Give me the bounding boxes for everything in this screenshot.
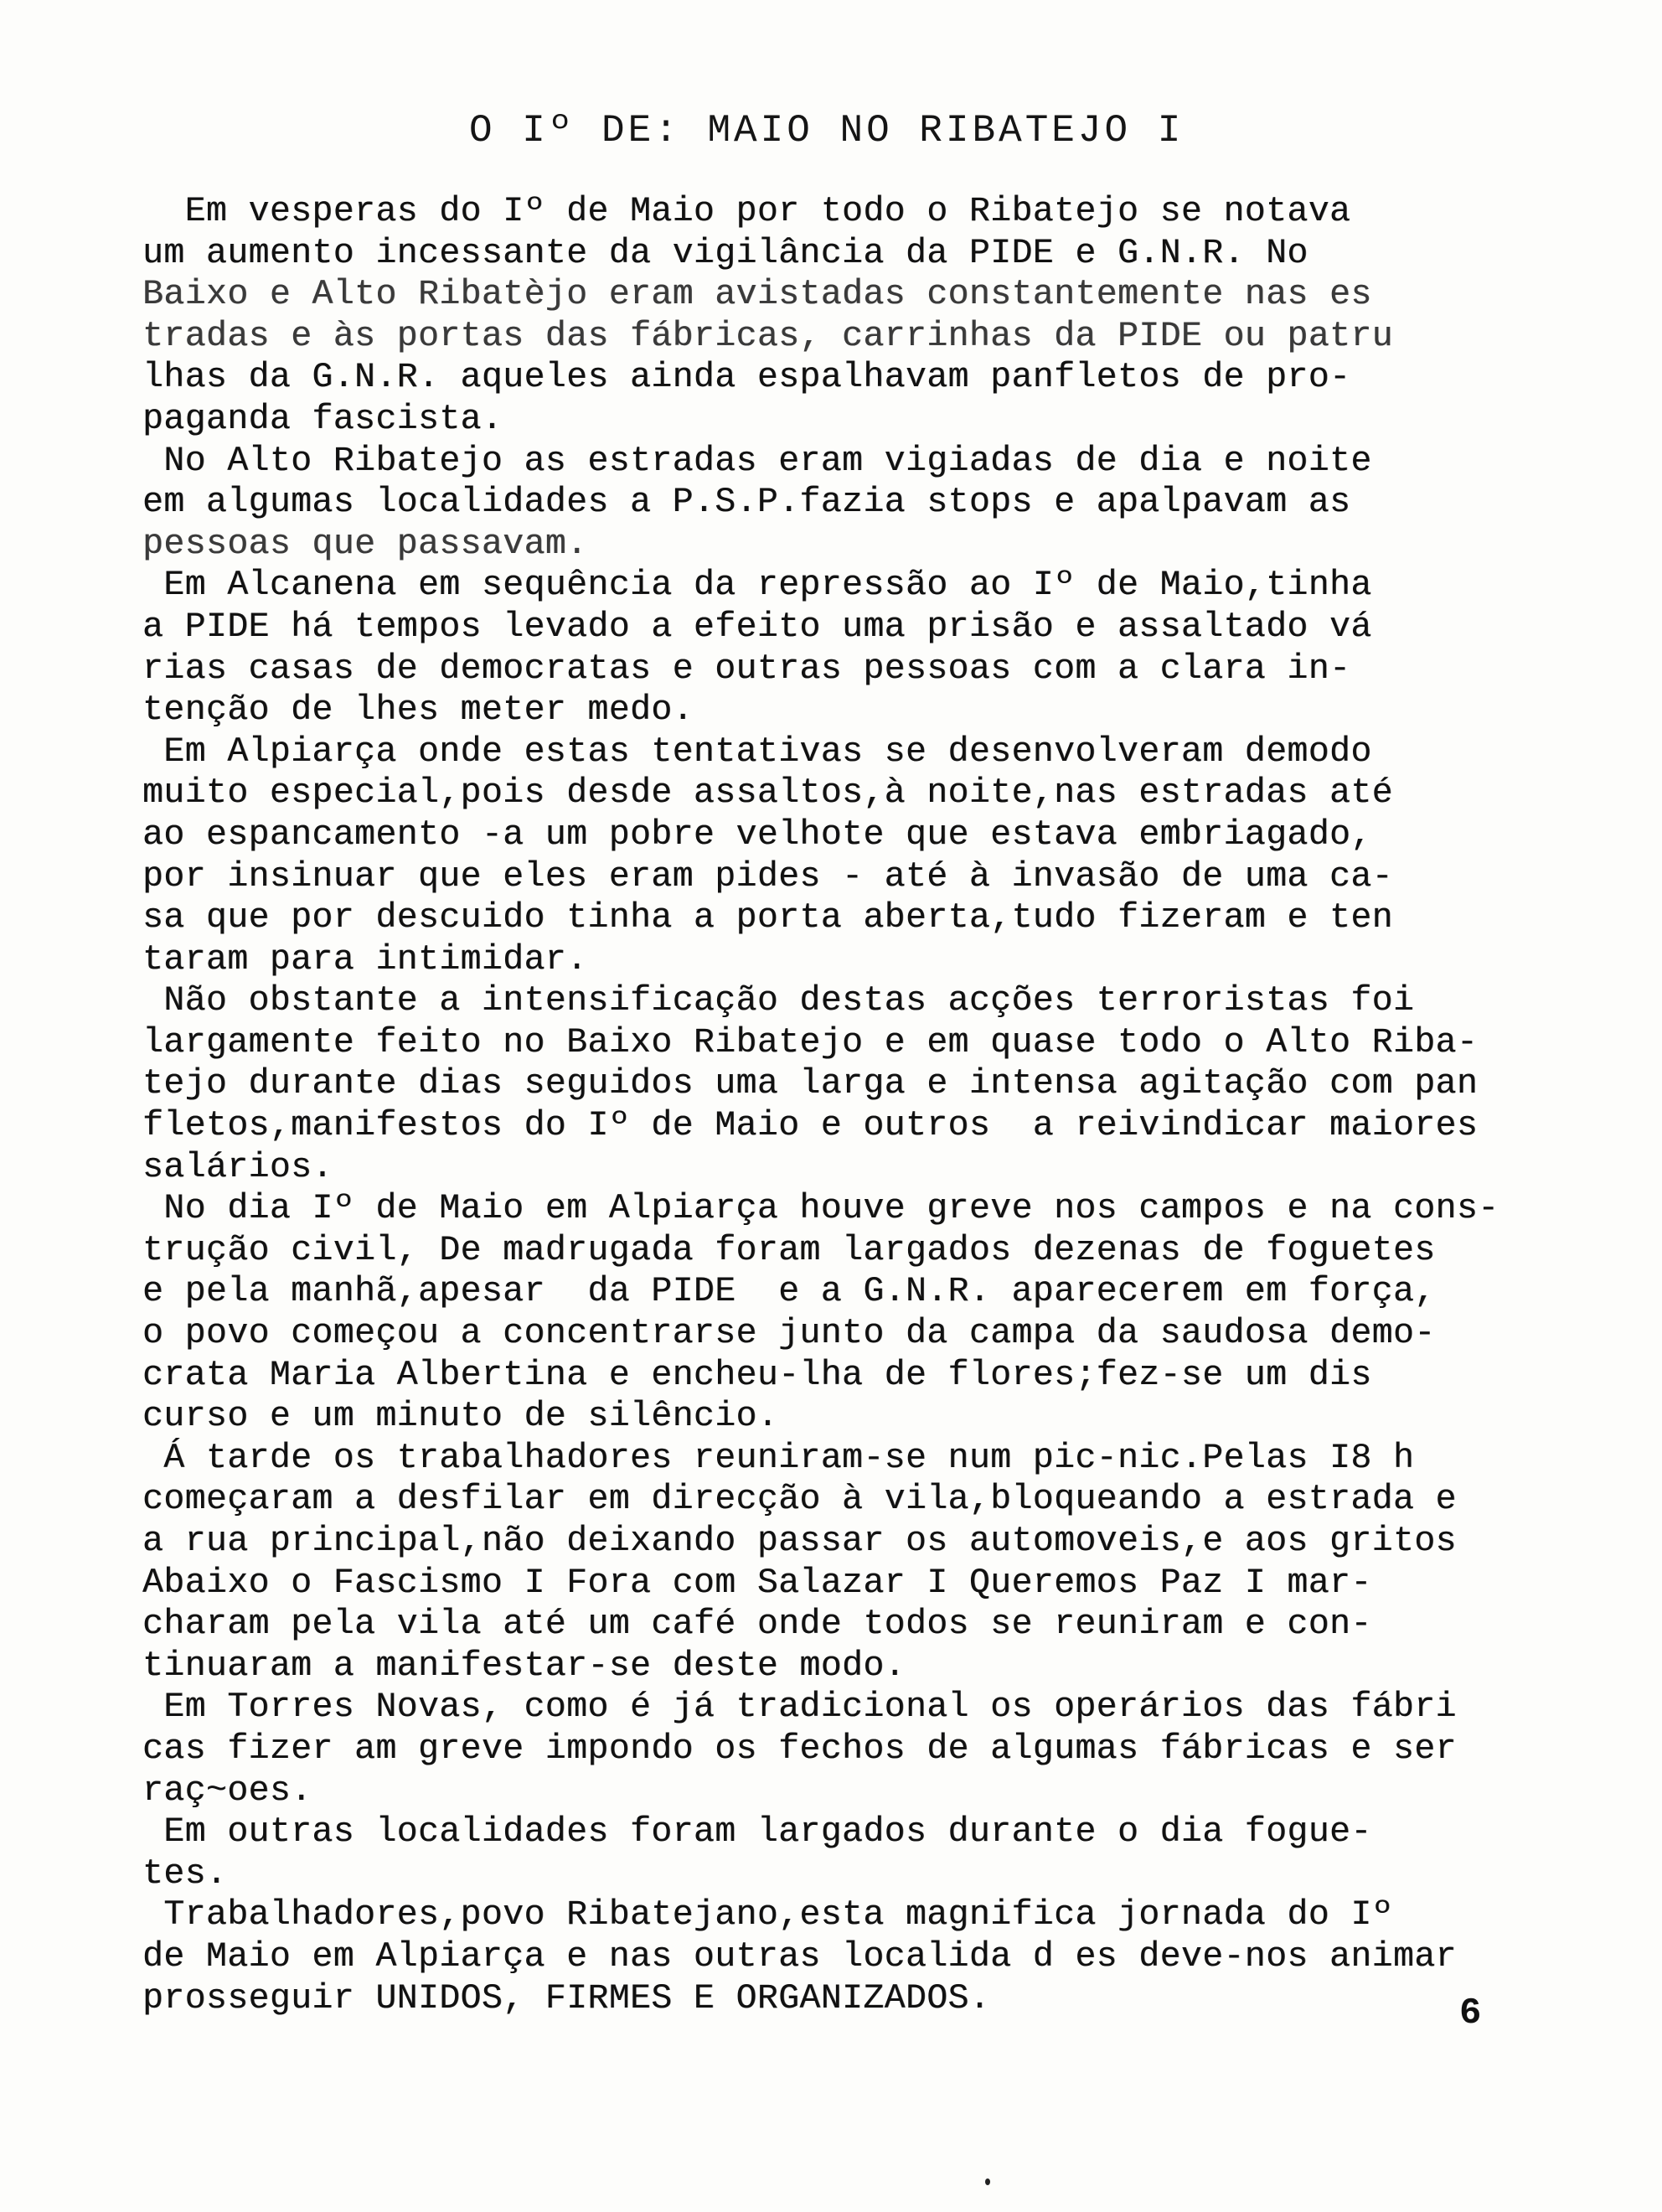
text-line: raç~oes. (142, 1770, 312, 1811)
document-title: O Iº DE: MAIO NO RIBATEJO I (469, 109, 1185, 152)
text-line: por insinuar que eles eram pides - até à invasão de uma ca- (142, 856, 1393, 897)
text-line: taram para intimidar. (142, 939, 588, 979)
text-line: Trabalhadores,povo Ribatejano,esta magnifica jornada do Iº (142, 1895, 1393, 1936)
text-line: paganda fascista. (142, 399, 503, 439)
text-line: e pela manhã,apesar da PIDE e a G.N.R. aparecerem em força, (142, 1272, 1436, 1312)
text-line: cas fizer am greve impondo os fechos de algumas fábricas e ser (142, 1729, 1457, 1769)
text-line: tejo durante dias seguidos uma larga e intensa agitação com pan (142, 1064, 1479, 1104)
ink-speck (985, 2178, 990, 2185)
text-line: rias casas de democratas e outras pessoas com a clara in- (142, 649, 1351, 689)
text-line: Em outras localidades foram largados durante o dia fogue- (142, 1812, 1372, 1853)
text-line: curso e um minuto de silêncio. (142, 1397, 779, 1437)
text-line: em algumas localidades a P.S.P.fazia stops e apalpavam as (142, 483, 1351, 523)
text-line: Baixo e Alto Ribatèjo eram avistadas constantemente nas es (142, 275, 1372, 315)
text-line: charam pela vila até um café onde todos se reuniram e con- (142, 1605, 1372, 1645)
text-line: fletos,manifestos do Iº de Maio e outros a reivindicar maiores (142, 1106, 1479, 1146)
text-line: começaram a desfilar em direcção à vila,bloqueando a estrada e (142, 1480, 1457, 1520)
text-line: ao espancamento -a um pobre velhote que estava embriagado, (142, 814, 1372, 855)
text-line: crata Maria Albertina e encheu-lha de flores;fez-se um dis (142, 1355, 1372, 1395)
text-line: a PIDE há tempos levado a efeito uma prisão e assaltado vá (142, 607, 1372, 647)
text-line: Em Alpiarça onde estas tentativas se desenvolveram demodo (142, 731, 1372, 772)
text-line: tenção de lhes meter medo. (142, 690, 694, 731)
text-line: de Maio em Alpiarça e nas outras localida d es deve-nos animar (142, 1936, 1457, 1977)
text-line: Em Alcanena em sequência da repressão ao Iº de Maio,tinha (142, 566, 1372, 606)
text-line: tradas e às portas das fábricas, carrinhas da PIDE ou patru (142, 316, 1393, 356)
text-line: um aumento incessante da vigilância da PIDE e G.N.R. No (142, 233, 1308, 273)
text-line: No Alto Ribatejo as estradas eram vigiadas de dia e noite (142, 441, 1372, 481)
text-line: lhas da G.N.R. aqueles ainda espalhavam panfletos de pro- (142, 358, 1351, 398)
text-line: No dia Iº de Maio em Alpiarça houve greve nos campos e na cons- (142, 1189, 1499, 1229)
text-line: trução civil, De madrugada foram largados dezenas de foguetes (142, 1230, 1436, 1270)
text-line: salários. (142, 1147, 333, 1187)
text-line: Abaixo o Fascismo I Fora com Salazar I Queremos Paz I mar- (142, 1563, 1372, 1603)
text-line: Em vesperas do Iº de Maio por todo o Ribatejo se notava (142, 192, 1351, 231)
text-line: muito especial,pois desde assaltos,à noite,nas estradas até (142, 773, 1393, 814)
text-line: Não obstante a intensificação destas acções terroristas foi (142, 981, 1415, 1021)
text-line: Á tarde os trabalhadores reuniram-se num pic-nic.Pelas I8 h (142, 1438, 1415, 1478)
page-number: 6 (1459, 1992, 1482, 2034)
text-line: o povo começou a concentrarse junto da campa da saudosa demo- (142, 1314, 1436, 1354)
text-line: Em Torres Novas, como é já tradicional os operários das fábri (142, 1687, 1457, 1728)
text-line: a rua principal,não deixando passar os automoveis,e aos gritos (142, 1522, 1457, 1561)
text-line: tes. (142, 1853, 228, 1894)
text-line: prosseguir UNIDOS, FIRMES E ORGANIZADOS. (142, 1978, 991, 2018)
text-line: largamente feito no Baixo Ribatejo e em quase todo o Alto Riba- (142, 1022, 1479, 1062)
text-line: sa que por descuido tinha a porta aberta,tudo fizeram e ten (142, 898, 1393, 938)
document-body (142, 191, 1583, 2019)
text-line: tinuaram a manifestar-se deste modo. (142, 1646, 906, 1686)
text-line: pessoas que passavam. (142, 524, 588, 564)
